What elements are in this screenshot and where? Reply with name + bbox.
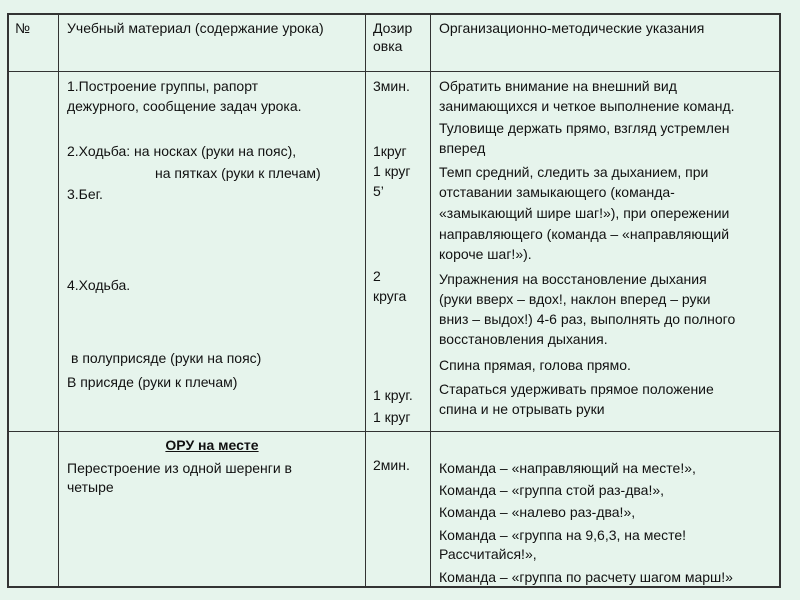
row2-material-line2: четыре <box>67 479 114 495</box>
command-5: Команда – «группа по расчету шагом марш!» <box>439 569 733 585</box>
instruction-p1-line2: занимающихся и четкое выполнение команд. <box>439 98 735 114</box>
header-instructions: Организационно-методические указания <box>439 20 705 36</box>
instruction-p5: Спина прямая, голова прямо. <box>439 357 631 373</box>
dosage-5-line1: 2 <box>373 268 381 284</box>
instruction-p4-line3: вниз – выдох!) 4-6 раз, выполнять до полного <box>439 311 736 327</box>
material-item4b: В присяде (руки к плечам) <box>67 374 238 390</box>
dosage-4: 5’ <box>373 183 384 199</box>
header-number: № <box>15 20 31 36</box>
lesson-plan-table <box>7 13 781 588</box>
header-material: Учебный материал (содержание урока) <box>67 20 324 36</box>
instruction-p4-line4: восстановления дыхания. <box>439 331 608 347</box>
dosage-7: 1 круг <box>373 409 411 425</box>
material-item2a: 2.Ходьба: на носках (руки на пояс), <box>67 143 297 159</box>
material-item4a: в полуприсяде (руки на пояс) <box>71 350 262 366</box>
ору-title-wrap <box>59 435 365 455</box>
instruction-p6-line1: Стараться удерживать прямое положение <box>439 381 714 397</box>
instruction-p3-line2: отставании замыкающего (команда- <box>439 184 675 200</box>
row-divider <box>9 431 779 432</box>
material-item1-line2: дежурного, сообщение задач урока. <box>67 98 302 114</box>
material-item1-line1: 1.Построение группы, рапорт <box>67 78 259 94</box>
instruction-p6-line2: спина и не отрывать руки <box>439 401 605 417</box>
instruction-p3-line1: Темп средний, следить за дыханием, при <box>439 164 709 180</box>
column-divider <box>58 15 59 586</box>
header-dosage-line1: Дозир <box>373 20 413 36</box>
column-divider <box>365 15 366 586</box>
row-divider <box>9 71 779 72</box>
command-1: Команда – «направляющий на месте!», <box>439 460 696 476</box>
dosage-6: 1 круг. <box>373 387 413 403</box>
instruction-p4-line2: (руки вверх – вдох!, наклон вперед – руки <box>439 291 711 307</box>
material-item3: 3.Бег. <box>67 186 103 202</box>
instruction-p3-line4: направляющего (команда – «направляющий <box>439 226 730 242</box>
instruction-p3-line5: короче шаг!»). <box>439 246 532 262</box>
command-3: Команда – «налево раз-два!», <box>439 504 636 520</box>
dosage-1: 3мин. <box>373 78 410 94</box>
dosage-2: 1круг <box>373 143 407 159</box>
material-item4: 4.Ходьба. <box>67 277 131 293</box>
instruction-p2-line1: Туловище держать прямо, взгляд устремлен <box>439 120 730 136</box>
dosage-3: 1 круг <box>373 163 411 179</box>
row2-dosage: 2мин. <box>373 457 410 473</box>
instruction-p3-line3: «замыкающий шире шаг!»), при опережении <box>439 205 730 221</box>
instruction-p4-line1: Упражнения на восстановление дыхания <box>439 271 707 287</box>
dosage-5-line2: круга <box>373 288 407 304</box>
ору-title: ОРУ на месте <box>165 437 259 453</box>
row2-material-line1: Перестроение из одной шеренги в <box>67 460 292 476</box>
instruction-p1-line1: Обратить внимание на внешний вид <box>439 78 677 94</box>
command-4-line2: Рассчитайся!», <box>439 546 537 562</box>
command-4-line1: Команда – «группа на 9,6,3, на месте! <box>439 527 687 543</box>
header-dosage-line2: овка <box>373 38 403 54</box>
column-divider <box>430 15 431 586</box>
command-2: Команда – «группа стой раз-два!», <box>439 482 665 498</box>
instruction-p2-line2: вперед <box>439 140 486 156</box>
material-item2b: на пятках (руки к плечам) <box>155 165 321 181</box>
